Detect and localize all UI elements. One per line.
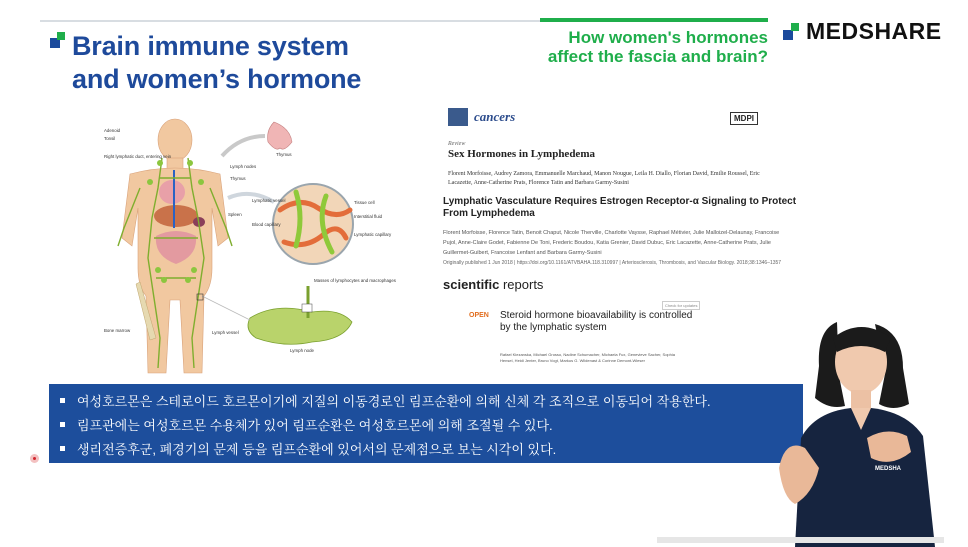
bullet-text: 림프관에는 여성호르몬 수용체가 있어 림프순환은 여성호르몬에 의해 조절될 수 있다. (77, 417, 553, 433)
cancers-journal-header (448, 108, 515, 126)
slide-title (72, 30, 361, 96)
bullet-text: 여성호르몬은 스테로이드 호르몬이기에 지질의 이동경로인 림프순환에 의해 신체 각 조직으로 이동되어 작용한다. (77, 393, 711, 409)
label-thymus-organ: Thymus (276, 152, 292, 157)
title-bullet-icon (50, 32, 68, 50)
papers-collage (440, 100, 797, 376)
lymphatic-system-illustration (100, 118, 396, 376)
shirt-logo-text: MEDSHA (875, 466, 902, 472)
check-updates-badge: Check for updates (662, 301, 700, 310)
label-lymphatic-capillary: Lymphatic capillary (354, 232, 392, 237)
label-tonsil: Tonsil (104, 136, 116, 141)
label-bone-marrow: Bone marrow (104, 328, 131, 333)
presenter-video (775, 318, 950, 547)
label-right-duct: Right lymphatic duct, entering vein (104, 154, 172, 159)
label-interstitial-fluid: Interstitial fluid (354, 214, 383, 219)
label-thymus: Thymus (230, 176, 246, 181)
journal-name: cancers (474, 109, 516, 124)
medshare-logo (783, 18, 942, 45)
top-accent-line (540, 18, 768, 22)
paper2-authors: Florent Morfoisse, Florence Tatin, Benoit Chaput, Nicole Therville, Charlotte Vaysse, Raphael Métivier, Julie Malloizel-Delaunay, Francoise Pujol, Anne-Claire Godet, Fabienne De Toni, Frederic Boudou, Katia Grenier, David Dubuc, Eric Lacazette, Anne-Catherine Prats, Julie Guillermet-Guibert, Francoise Lenfant and Barbara Garmy-Susini (443, 230, 780, 256)
slide-title-line2: and women’s hormone (72, 64, 362, 94)
playback-progress-bar[interactable] (657, 537, 944, 543)
label-lymph-nodes: Lymph nodes (230, 164, 257, 169)
paper3-title: Steroid hormone bioavailability is controlled by the lymphatic system (500, 310, 693, 333)
square-bullet-icon (60, 446, 65, 451)
medshare-logo-icon (783, 21, 803, 43)
paper2-published: Originally published 1 Jun 2018 | https://doi.org/10.1161/ATVBAHA.118.310997 | Arteriosclerosis, Thrombosis, and Vascular Biology. 2018;38:1346–1357 (443, 260, 782, 266)
bullet-item (58, 412, 793, 436)
bullet-item (58, 388, 793, 412)
paper2-title: Lymphatic Vasculature Requires Estrogen Receptor-α Signaling to Protect From Lymphedema (443, 196, 797, 219)
mdpi-logo: MDPI (730, 112, 758, 125)
slide-subtitle-line2: affect the fascia and brain? (547, 47, 768, 66)
label-lymphatic-vessel: Lymphatic vessel (252, 198, 286, 203)
open-access-label: OPEN (469, 312, 489, 319)
slide-subtitle (548, 28, 768, 66)
scientific-reports-logo (443, 277, 543, 292)
slide-subtitle-line1: How women's hormones (568, 28, 768, 47)
label-lymph-node: Lymph node (290, 348, 315, 353)
article-type: Review (448, 141, 466, 147)
bullet-text: 생리전증후군, 폐경기의 문제 등을 림프순환에 있어서의 문제점으로 보는 시각이 있다. (77, 441, 557, 457)
square-bullet-icon (60, 398, 65, 403)
paper1-authors: Florent Morfoisse, Audrey Zamora, Emmanuelle Marchaud, Manon Nougue, Leila H. Diallo, Florian David, Emilie Roussel, Eric Lacazette, Anne-Catherine Prats, Florence Tatin and Barbara Garmy-Susini (448, 171, 760, 186)
label-spleen: Spleen (228, 212, 242, 217)
sr-bold: scientific (443, 277, 500, 292)
sr-rest: reports (499, 277, 544, 292)
label-blood-capillary: Blood capillary (252, 222, 281, 227)
paper3-authors: Rafael Kiezanska, Michael Grosso, Nadine Schumacher, Michaela Fux, Genevieve Sacher, Sophia Hensel, Heidi Jenter, Bruno Vogt, Markus G. Wildenast & Corinne Demont-Wieser (500, 352, 675, 363)
slide-title-line1: Brain immune system (72, 31, 349, 61)
paper1-title: Sex Hormones in Lymphedema (448, 148, 595, 160)
journal-logo-icon (448, 108, 468, 126)
brand-name: MEDSHARE (806, 18, 942, 44)
label-lymph-vessel: Lymph vessel (212, 330, 239, 335)
bullet-item (58, 436, 793, 460)
label-adenoid: Adenoid (104, 128, 121, 133)
label-masses: Masses of lymphocytes and macrophages (314, 278, 396, 283)
label-tissue-cell: Tissue cell (354, 200, 375, 205)
square-bullet-icon (60, 422, 65, 427)
laser-pointer-dot (30, 454, 39, 463)
